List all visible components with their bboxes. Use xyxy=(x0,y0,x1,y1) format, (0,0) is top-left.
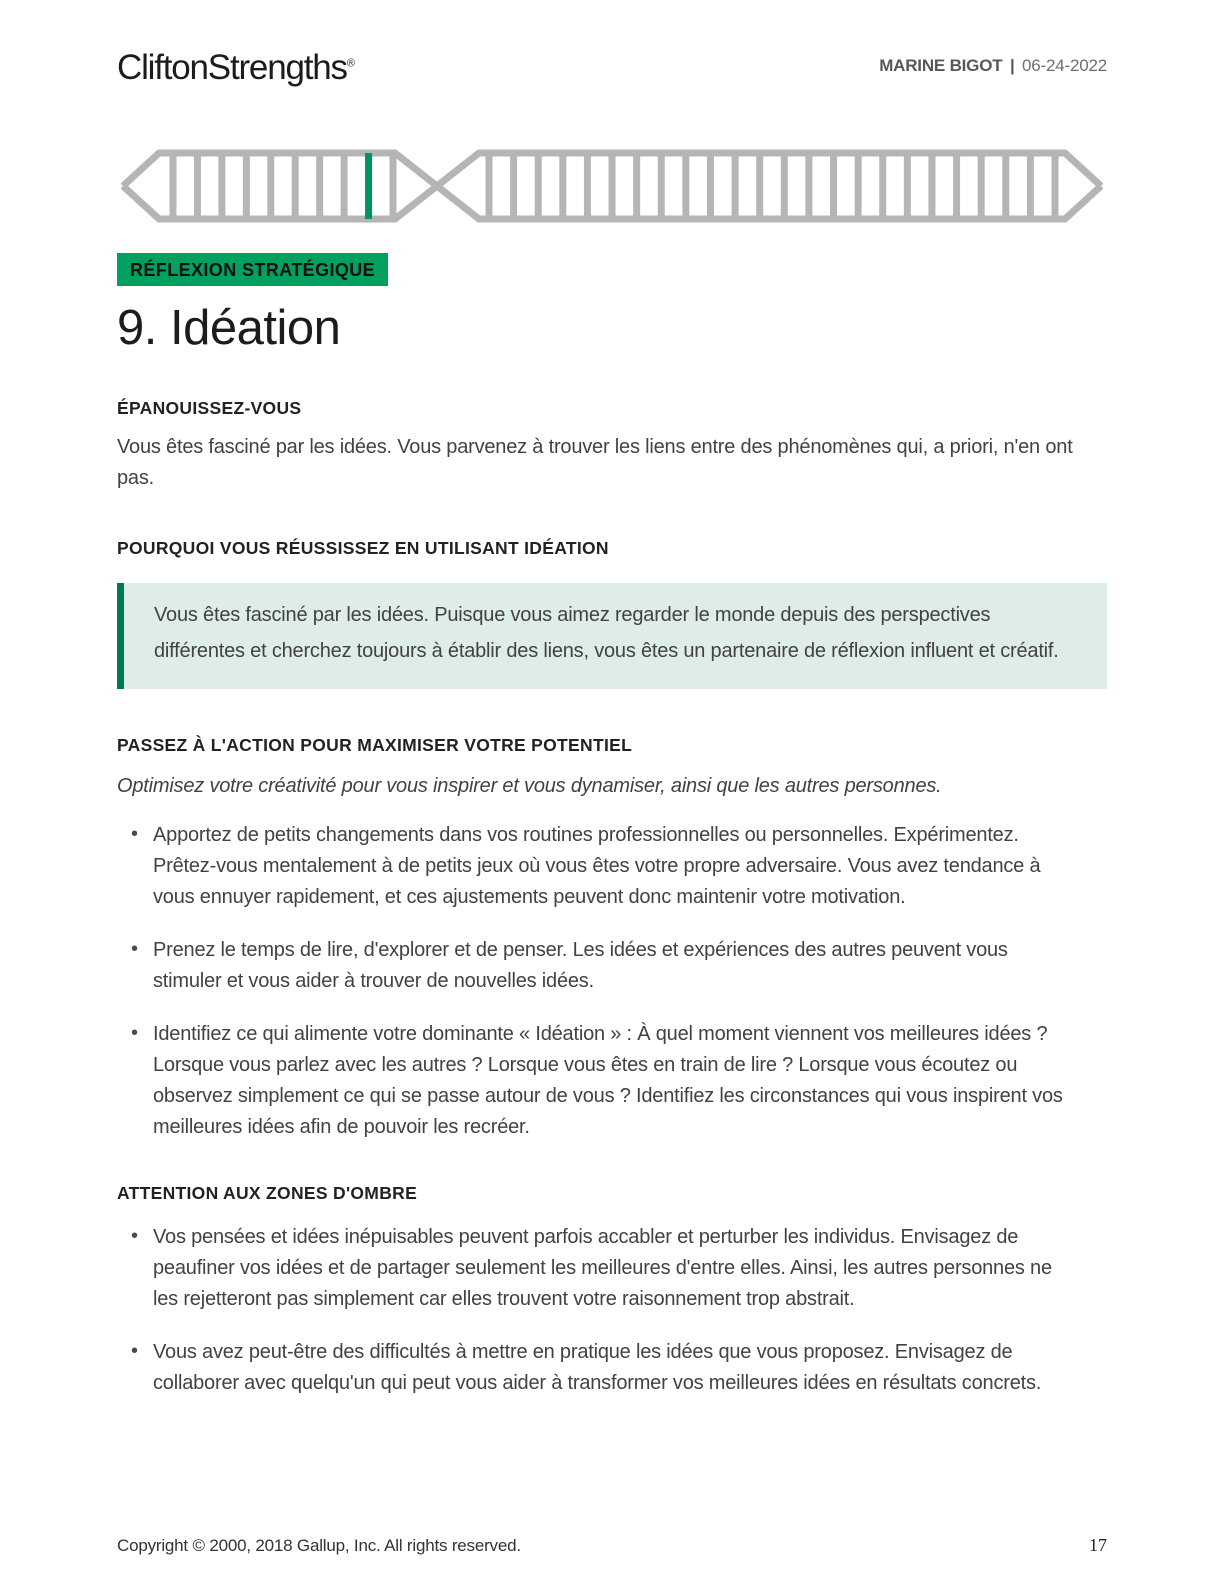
cliftonstrengths-logo xyxy=(117,50,355,85)
take-action-intro: Optimisez votre créativité pour vous inspirer et vous dynamiser, ainsi que les autres personnes. xyxy=(117,774,942,797)
thrive-body: Vous êtes fasciné par les idées. Vous parvenez à trouver les liens entre des phénomènes qui, a priori, n'en ont pas. xyxy=(117,435,1073,489)
dna-left-segment-bars xyxy=(173,153,393,219)
report-meta xyxy=(879,56,1107,76)
dna-right-segment-bars xyxy=(489,153,1055,219)
report-date: 06-24-2022 xyxy=(1022,56,1107,75)
take-action-item: • Apportez de petits changements dans vos routines professionnelles ou personnelles. Expérimentez. Prêtez-vous mentalement à de petits jeux où vous êtes votre propre adversaire. Vous avez tendance à vous ennuyer rapidement, et ces ajustements peuvent donc maintenir votre motivation. xyxy=(117,820,1067,913)
take-action-heading: PASSEZ À L'ACTION POUR MAXIMISER VOTRE POTENTIEL xyxy=(117,734,633,755)
why-succeed-quote-box xyxy=(117,583,1107,689)
blind-spots-list xyxy=(117,1222,1107,1399)
why-succeed-heading: POURQUOI VOUS RÉUSSISSEZ EN UTILISANT IDÉATION xyxy=(117,537,609,558)
theme-title: 9. Idéation xyxy=(117,301,341,355)
page-footer xyxy=(117,1535,1107,1556)
thrive-heading: ÉPANOUISSEZ-VOUS xyxy=(117,397,302,418)
page-number: 17 xyxy=(1089,1535,1107,1555)
domain-badge: RÉFLEXION STRATÉGIQUE xyxy=(117,253,388,286)
blind-spots-heading: ATTENTION AUX ZONES D'OMBRE xyxy=(117,1182,418,1203)
registered-mark: ® xyxy=(346,57,355,70)
blind-spots-item: • Vous avez peut-être des difficultés à mettre en pratique les idées que vous proposez. Envisagez de collaborer avec quelqu'un qui peut vous aider à transformer vos meilleures idées en résultats concrets. xyxy=(117,1337,1067,1399)
page-header xyxy=(117,50,1107,85)
why-succeed-quote: Vous êtes fasciné par les idées. Puisque vous aimez regarder le monde depuis des perspectives différentes et cherchez toujours à établir des liens, vous êtes un partenaire de réflexion influent et créatif. xyxy=(154,603,1059,662)
take-action-item: • Identifiez ce qui alimente votre dominante « Idéation » : À quel moment viennent vos meilleures idées ? Lorsque vous parlez avec les autres ? Lorsque vous êtes en train de lire ? Lorsque vous écoutez ou observez simplement ce qui se passe autour de vous ? Identifiez les circonstances qui vous inspirent vos meilleures idées afin de pouvoir les recréer. xyxy=(117,1019,1067,1143)
meta-separator: | xyxy=(1009,56,1015,75)
blind-spots-item: • Vos pensées et idées inépuisables peuvent parfois accabler et perturber les individus. Envisagez de peaufiner vos idées et de partager seulement les meilleures d'entre elles. Ainsi, les autres personnes ne les rejetteront pas simplement car elles trouvent votre raisonnement trop abstrait. xyxy=(117,1222,1067,1315)
person-name: MARINE BIGOT xyxy=(879,56,1003,75)
strengths-dna-graphic xyxy=(117,141,1107,231)
take-action-list xyxy=(117,820,1107,1143)
dna-strand-svg xyxy=(117,141,1107,231)
take-action-item: • Prenez le temps de lire, d'explorer et de penser. Les idées et expériences des autres peuvent vous stimuler et vous aider à trouver de nouvelles idées. xyxy=(117,935,1067,997)
logo-text: CliftonStrengths xyxy=(117,48,347,87)
copyright-text: Copyright © 2000, 2018 Gallup, Inc. All rights reserved. xyxy=(117,1536,521,1555)
